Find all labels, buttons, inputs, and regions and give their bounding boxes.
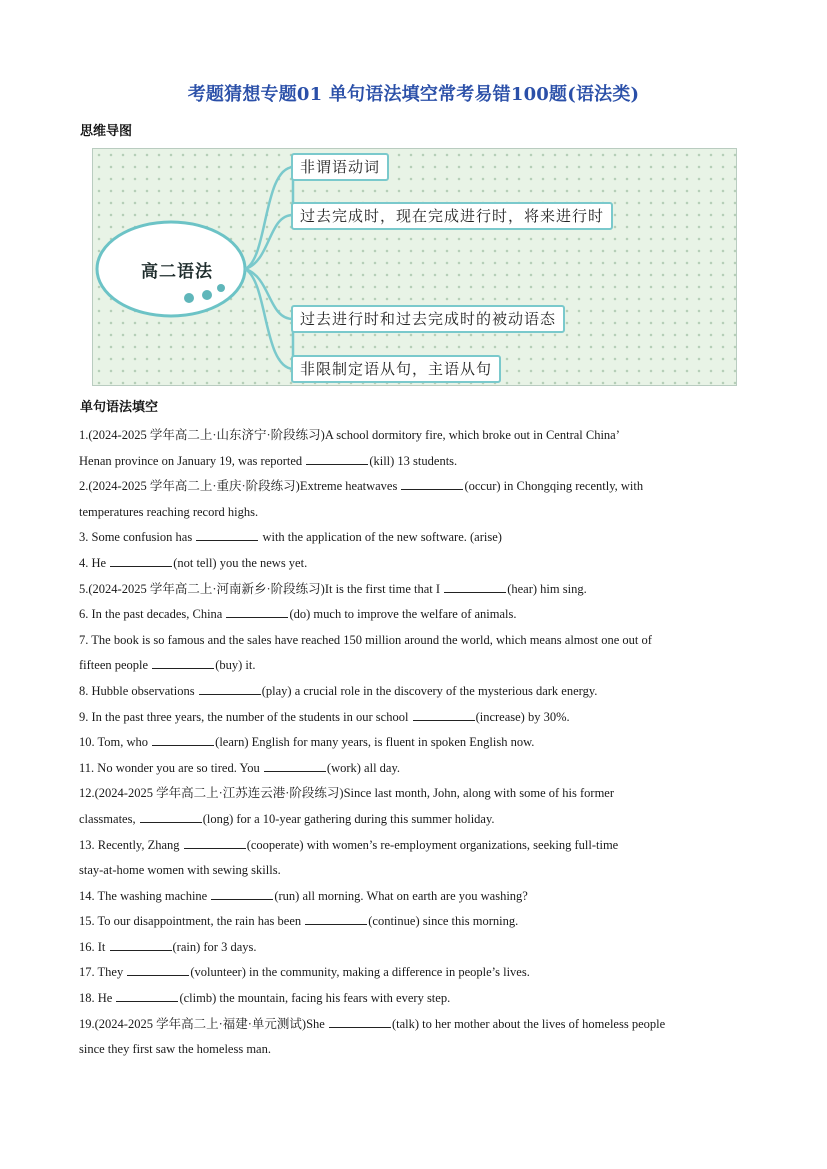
answer-blank[interactable]	[305, 910, 367, 925]
question-text: since they first saw the homeless man.	[79, 1042, 271, 1057]
question-text: 16. It	[79, 939, 109, 954]
mind-map-branch-2: 过去完成时，现在完成进行时，将来进行时	[291, 202, 613, 230]
question-line	[79, 730, 751, 756]
question-text: 3. Some confusion has	[79, 530, 196, 545]
mindmap-heading: 思维导图	[80, 124, 133, 139]
question-text-after-blank: with the application of the new software. (arise)	[259, 530, 502, 545]
question-line	[79, 500, 751, 526]
answer-blank[interactable]	[211, 885, 273, 900]
question-text-after-blank: (rain) for 3 days.	[172, 939, 257, 954]
mind-map-center-label: 高二语法	[141, 262, 213, 282]
question-text-after-blank: (do) much to improve the welfare of animals.	[289, 607, 517, 622]
question-line	[79, 884, 751, 910]
answer-blank[interactable]	[264, 757, 326, 772]
question-text-after-blank: (talk) to her mother about the lives of homeless people	[391, 1016, 666, 1031]
question-text: 13. Recently, Zhang	[79, 837, 183, 852]
question-text: 18. He	[79, 991, 116, 1006]
question-line	[79, 577, 751, 603]
question-line	[79, 986, 751, 1012]
question-line	[79, 628, 751, 654]
question-text: 9. In the past three years, the number of the students in our school	[79, 709, 412, 724]
question-line	[79, 756, 751, 782]
answer-blank[interactable]	[127, 961, 189, 976]
answer-blank[interactable]	[152, 731, 214, 746]
question-text-after-blank: (learn) English for many years, is fluent in spoken English now.	[215, 735, 535, 750]
question-line	[79, 909, 751, 935]
question-text-after-blank: (not tell) you the news yet.	[173, 555, 308, 570]
question-text: fifteen people	[79, 658, 152, 673]
question-line	[79, 525, 751, 551]
question-text-after-blank: (long) for a 10-year gathering during this summer holiday.	[202, 811, 495, 826]
question-text-after-blank: (hear) him sing.	[507, 581, 587, 596]
question-text: 2.(2024-2025 学年高二上·重庆·阶段练习)Extreme heatwaves	[79, 479, 401, 494]
question-text: 15. To our disappointment, the rain has been	[79, 914, 305, 929]
question-line	[79, 449, 751, 475]
question-line	[79, 474, 751, 500]
question-text: 17. They	[79, 965, 127, 980]
questions-heading: 单句语法填空	[80, 400, 159, 415]
connector-4	[245, 269, 293, 369]
question-text-after-blank: (work) all day.	[326, 760, 401, 775]
question-line	[79, 960, 751, 986]
mind-map-branch-1: 非谓语动词	[291, 153, 389, 181]
answer-blank[interactable]	[329, 1013, 391, 1028]
question-text: 1.(2024-2025 学年高二上·山东济宁·阶段练习)A school dormitory fire, which broke out in Central China’	[79, 428, 620, 442]
question-line	[79, 653, 751, 679]
question-line	[79, 1037, 751, 1063]
question-line	[79, 551, 751, 577]
mind-map-branch-4: 非限制定语从句，主语从句	[291, 355, 501, 383]
question-line	[79, 833, 751, 859]
question-line	[79, 679, 751, 705]
question-text: stay-at-home women with sewing skills.	[79, 863, 281, 878]
question-text-after-blank: (occur) in Chongqing recently, with	[464, 479, 644, 494]
question-text-after-blank: (kill) 13 students.	[369, 453, 458, 468]
answer-blank[interactable]	[152, 654, 214, 669]
question-text-after-blank: (increase) by 30%.	[475, 709, 570, 724]
answer-blank[interactable]	[444, 578, 506, 593]
question-line	[79, 602, 751, 628]
answer-blank[interactable]	[116, 987, 178, 1002]
question-text: 19.(2024-2025 学年高二上·福建·单元测试)She	[79, 1016, 328, 1031]
mind-map-branch-3: 过去进行时和过去完成时的被动语态	[291, 305, 565, 333]
question-text: 11. No wonder you are so tired. You	[79, 760, 263, 775]
question-text: 5.(2024-2025 学年高二上·河南新乡·阶段练习)It is the first time that I	[79, 581, 444, 596]
question-line	[79, 705, 751, 731]
question-text: 12.(2024-2025 学年高二上·江苏连云港·阶段练习)Since last month, John, along with some of his former	[79, 786, 615, 801]
question-line	[79, 423, 751, 449]
question-text-after-blank: (volunteer) in the community, making a difference in people’s lives.	[190, 965, 530, 980]
question-text-after-blank: (run) all morning. What on earth are you washing?	[274, 888, 528, 903]
question-text-after-blank: (play) a crucial role in the discovery of the mysterious dark energy.	[261, 683, 598, 698]
answer-blank[interactable]	[110, 552, 172, 567]
question-text: temperatures reaching record highs.	[79, 504, 259, 519]
question-text: 7. The book is so famous and the sales have reached 150 million around the world, which means almost one out of	[79, 632, 652, 647]
question-line	[79, 1012, 751, 1038]
question-text: Henan province on January 19, was reported	[79, 453, 306, 468]
question-text: 14. The washing machine	[79, 888, 211, 903]
answer-blank[interactable]	[196, 526, 258, 541]
question-text: 8. Hubble observations	[79, 683, 198, 698]
connector-1	[245, 167, 293, 269]
decor-dot	[184, 293, 194, 303]
answer-blank[interactable]	[413, 706, 475, 721]
decor-dot	[202, 290, 212, 300]
question-text-after-blank: (buy) it.	[215, 658, 256, 673]
page-title: 考题猜想专题01 单句语法填空常考易错100题(语法类)	[187, 84, 640, 105]
question-text-after-blank: (cooperate) with women’s re-employment organizations, seeking full-time	[246, 837, 619, 852]
mind-map	[92, 148, 737, 386]
question-text-after-blank: (climb) the mountain, facing his fears with every step.	[179, 991, 451, 1006]
answer-blank[interactable]	[184, 834, 246, 849]
question-line	[79, 858, 751, 884]
question-text: 6. In the past decades, China	[79, 607, 226, 622]
answer-blank[interactable]	[226, 603, 288, 618]
question-line	[79, 781, 751, 807]
question-line	[79, 807, 751, 833]
question-line	[79, 935, 751, 961]
answer-blank[interactable]	[306, 450, 368, 465]
answer-blank[interactable]	[110, 936, 172, 951]
answer-blank[interactable]	[140, 808, 202, 823]
answer-blank[interactable]	[199, 680, 261, 695]
question-text: 10. Tom, who	[79, 735, 152, 750]
answer-blank[interactable]	[401, 475, 463, 490]
decor-dot	[217, 284, 225, 292]
question-text-after-blank: (continue) since this morning.	[368, 914, 519, 929]
question-list	[79, 423, 751, 1063]
question-text: 4. He	[79, 555, 110, 570]
question-text: classmates,	[79, 811, 139, 826]
